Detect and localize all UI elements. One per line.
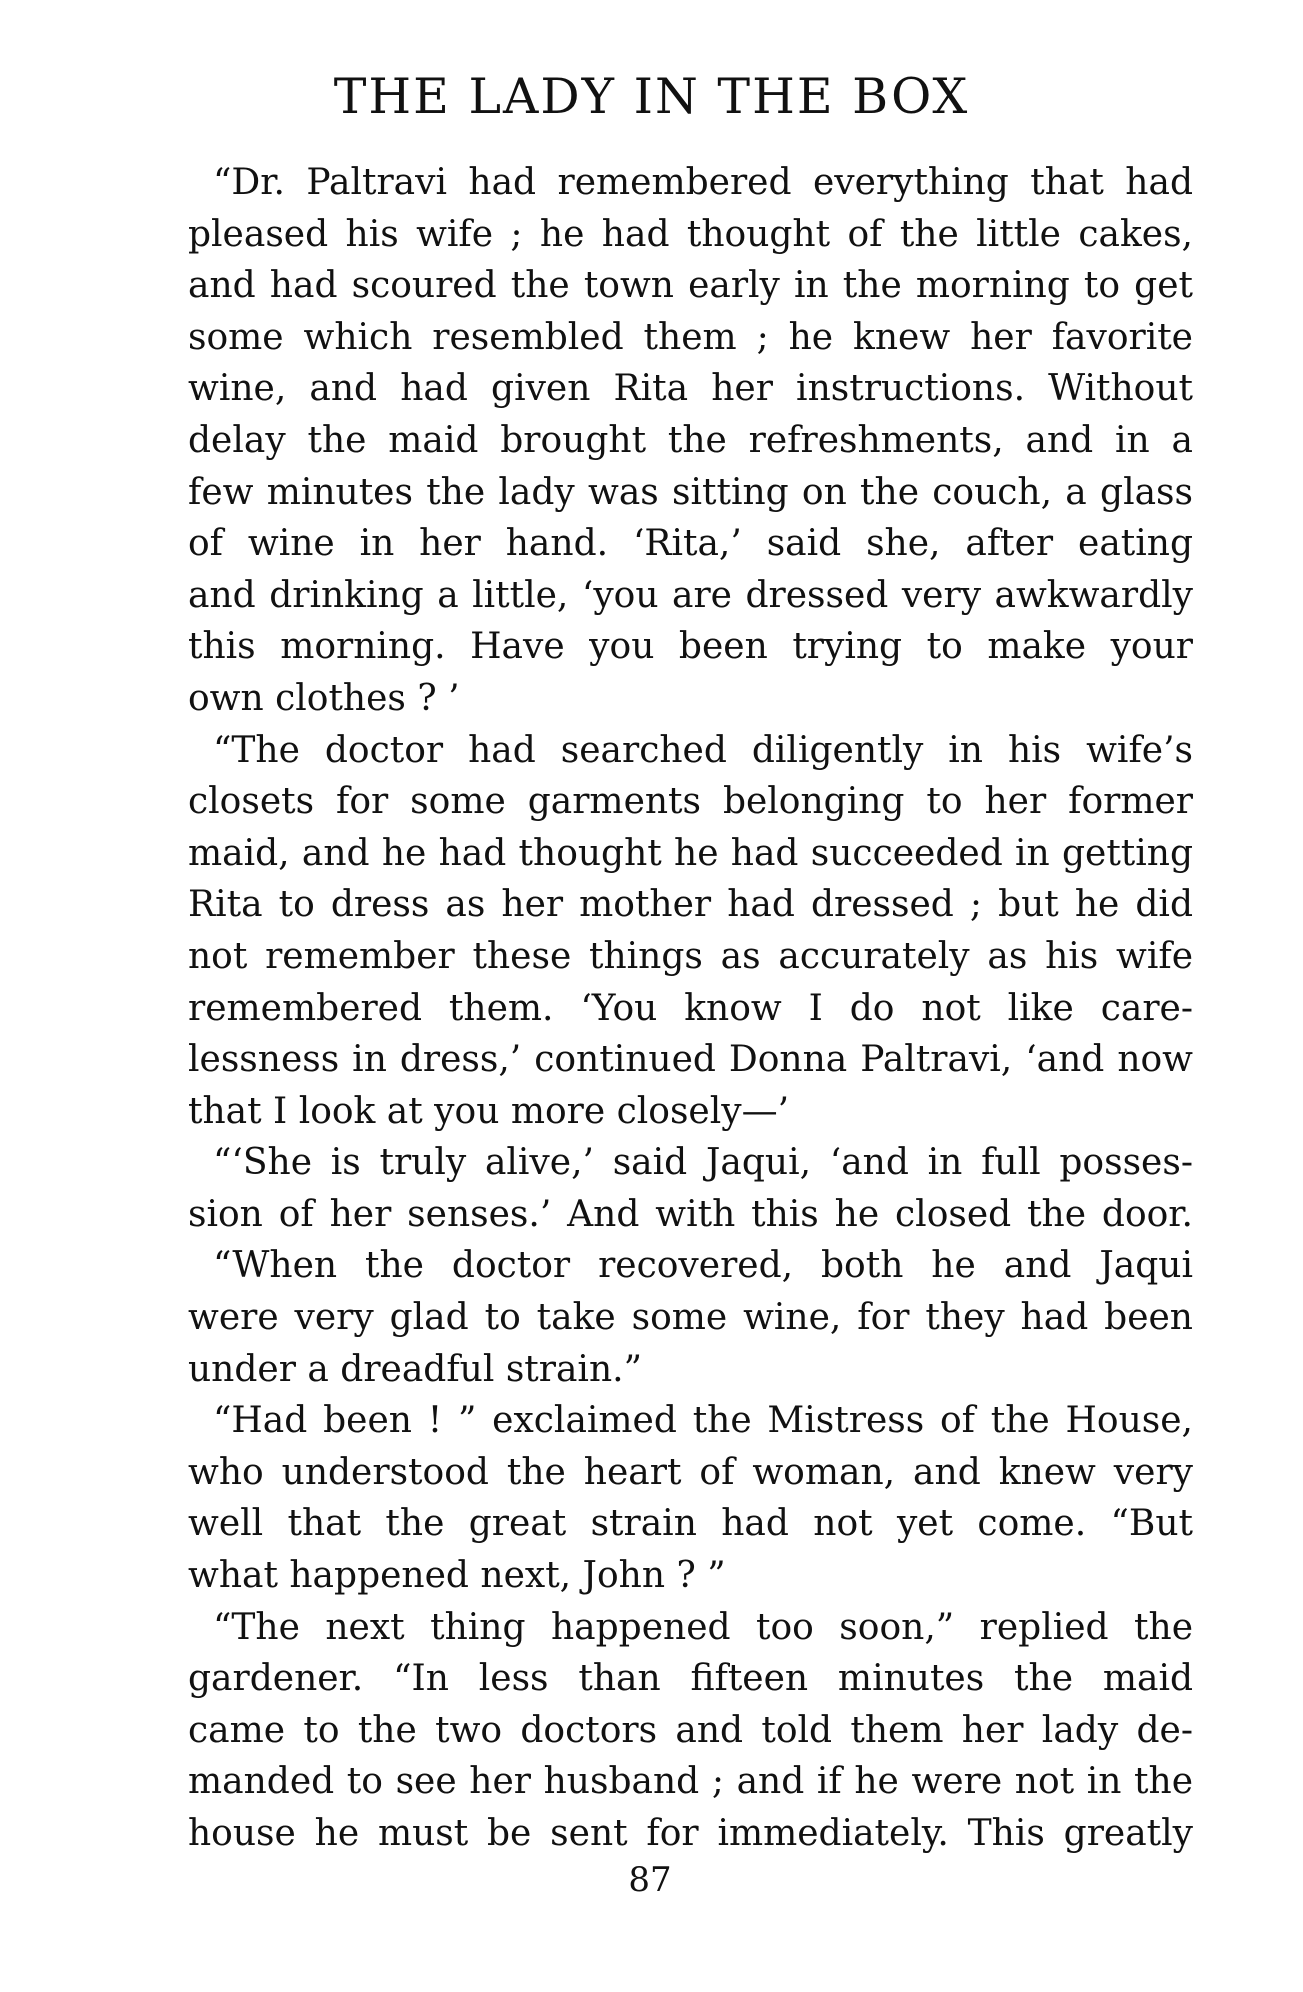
text-line: under a dreadful strain.” (188, 1348, 642, 1390)
text-line: Rita to dress as her mother had dressed ; but he did (188, 884, 1193, 926)
text-line: pleased his wife ; he had thought of the little cakes, (188, 213, 1193, 255)
text-line: maid, and he had thought he had succeeded in getting (188, 832, 1193, 874)
text-line: this morning. Have you been trying to make your (188, 626, 1193, 668)
text-line: wine, and had given Rita her instructions. Without (188, 368, 1193, 410)
text-line: “Dr. Paltravi had remembered everything that had (213, 162, 1193, 203)
text-line: closets for some garments belonging to her former (188, 781, 1193, 823)
text-line: manded to see her husband ; and if he were not in the (188, 1761, 1193, 1803)
text-line: that I look at you more closely—’ (188, 1090, 790, 1132)
text-line: and had scoured the town early in the morning to get (188, 265, 1193, 307)
text-line: “Had been ! ” exclaimed the Mistress of the House, (213, 1400, 1193, 1442)
text-line: house he must be sent for immediately. This greatly (188, 1813, 1193, 1854)
text-line: were very glad to take some wine, for they had been (188, 1297, 1193, 1339)
text-line: “‘She is truly alive,’ said Jaqui, ‘and in full posses- (213, 1142, 1193, 1184)
text-line: who understood the heart of woman, and knew very (188, 1451, 1193, 1493)
text-line: delay the maid brought the refreshments, and in a (188, 419, 1193, 461)
text-line: few minutes the lady was sitting on the couch, a glass (188, 471, 1193, 513)
text-line: “The next thing happened too soon,” replied the (213, 1606, 1193, 1648)
text-line: and drinking a little, ‘you are dressed very awkwardly (188, 574, 1193, 616)
running-title: THE LADY IN THE BOX (333, 68, 970, 125)
body-text (188, 157, 1193, 1860)
text-line: own clothes ? ’ (188, 677, 460, 719)
text-line: of wine in her hand. ‘Rita,’ said she, after eating (188, 523, 1193, 565)
text-line: “The doctor had searched diligently in his wife’s (213, 729, 1193, 771)
text-line: well that the great strain had not yet come. “But (188, 1503, 1193, 1545)
text-line: remembered them. ‘You know I do not like care- (188, 987, 1193, 1029)
text-line: lessness in dress,’ continued Donna Paltravi, ‘and now (188, 1039, 1193, 1081)
page-number: 87 (628, 1860, 672, 1900)
text-line: “When the doctor recovered, both he and Jaqui (213, 1245, 1193, 1287)
text-line: some which resembled them ; he knew her favorite (188, 316, 1193, 358)
text-line: came to the two doctors and told them her lady de- (188, 1709, 1193, 1751)
text-line: not remember these things as accurately as his wife (188, 935, 1193, 977)
text-line: sion of her senses.’ And with this he closed the door. (188, 1193, 1193, 1235)
text-line: gardener. “In less than fifteen minutes the maid (188, 1658, 1193, 1700)
text-line: what happened next, John ? ” (188, 1555, 726, 1597)
